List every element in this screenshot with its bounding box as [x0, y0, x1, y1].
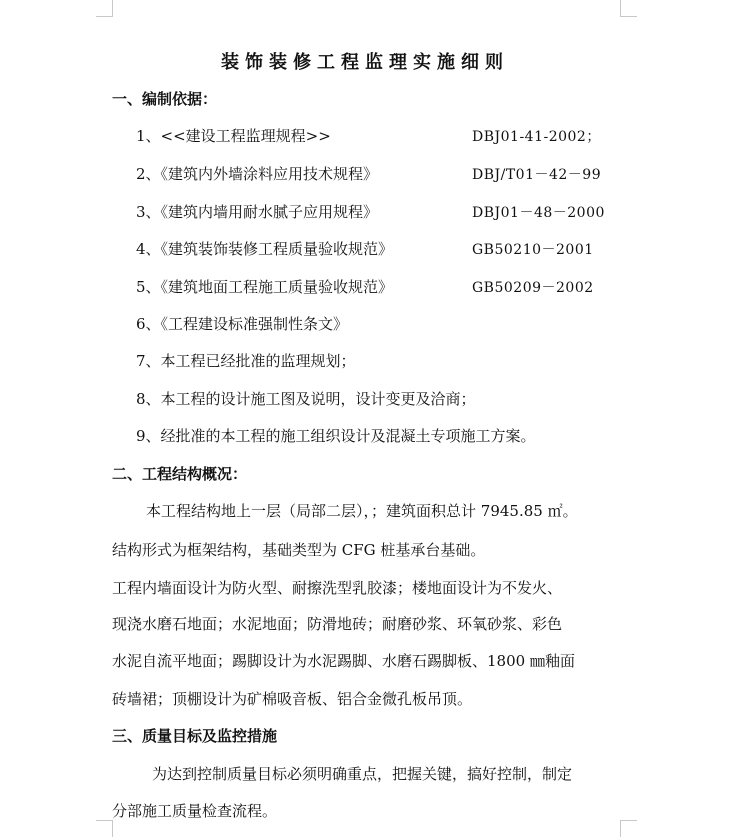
section-heading-quality: 三、质量目标及监控措施 [112, 727, 278, 745]
structure-line-6: 砖墙裙；顶棚设计为矿棉吸音板、铝合金微孔板吊顶。 [112, 690, 473, 708]
basis-item-6: 6、《工程建设标准强制性条文》 [136, 315, 349, 333]
structure-line-1: 本工程结构地上一层（局部二层），；建筑面积总计 7945.85 ㎡。 [146, 502, 578, 520]
quality-line-2: 分部施工质量检查流程。 [112, 802, 278, 820]
basis-code-3: DBJ01－48－2000 [472, 205, 605, 221]
basis-item-7: 7、本工程已经批准的监理规划； [136, 352, 356, 370]
margin-marker-top-right [620, 0, 637, 17]
quality-line-1: 为达到控制质量目标必须明确重点，把握关键，搞好控制，制定 [152, 765, 573, 783]
section-heading-basis: 一、编制依据： [112, 90, 218, 108]
basis-item-5: 5、《建筑地面工程施工质量验收规范》 [136, 278, 394, 296]
basis-code-2: DBJ/T01－42－99 [472, 167, 602, 183]
structure-line-3: 工程内墙面设计为防火型、耐擦洗型乳胶漆；楼地面设计为不发火、 [112, 579, 563, 597]
structure-line-2: 结构形式为框架结构，基础类型为 CFG 桩基承台基础。 [112, 541, 486, 559]
basis-item-9: 9、经批准的本工程的施工组织设计及混凝土专项施工方案。 [136, 427, 536, 445]
structure-line-5: 水泥自流平地面；踢脚设计为水泥踢脚、水磨石踢脚板、1800 ㎜釉面 [112, 652, 575, 670]
structure-line-4: 现浇水磨石地面；水泥地面；防滑地砖；耐磨砂浆、环氧砂浆、彩色 [112, 615, 563, 633]
margin-marker-bottom-right [620, 820, 637, 837]
basis-item-3: 3、《建筑内墙用耐水腻子应用规程》 [136, 203, 379, 221]
basis-code-4: GB50210－2001 [472, 242, 594, 258]
section-heading-structure: 二、工程结构概况： [112, 465, 248, 483]
basis-code-5: GB50209－2002 [472, 280, 594, 296]
basis-item-8: 8、本工程的设计施工图及说明，设计变更及洽商； [136, 390, 476, 408]
document-title: 装饰装修工程监理实施细则 [221, 52, 509, 73]
margin-marker-top-left [96, 0, 113, 17]
margin-marker-bottom-left [96, 820, 113, 837]
basis-item-1: 1、<<建设工程监理规程>> [136, 127, 331, 145]
basis-item-2: 2、《建筑内外墙涂料应用技术规程》 [136, 165, 379, 183]
basis-item-4: 4、《建筑装饰装修工程质量验收规范》 [136, 240, 394, 258]
basis-code-1: DBJ01-41-2002； [472, 129, 601, 145]
